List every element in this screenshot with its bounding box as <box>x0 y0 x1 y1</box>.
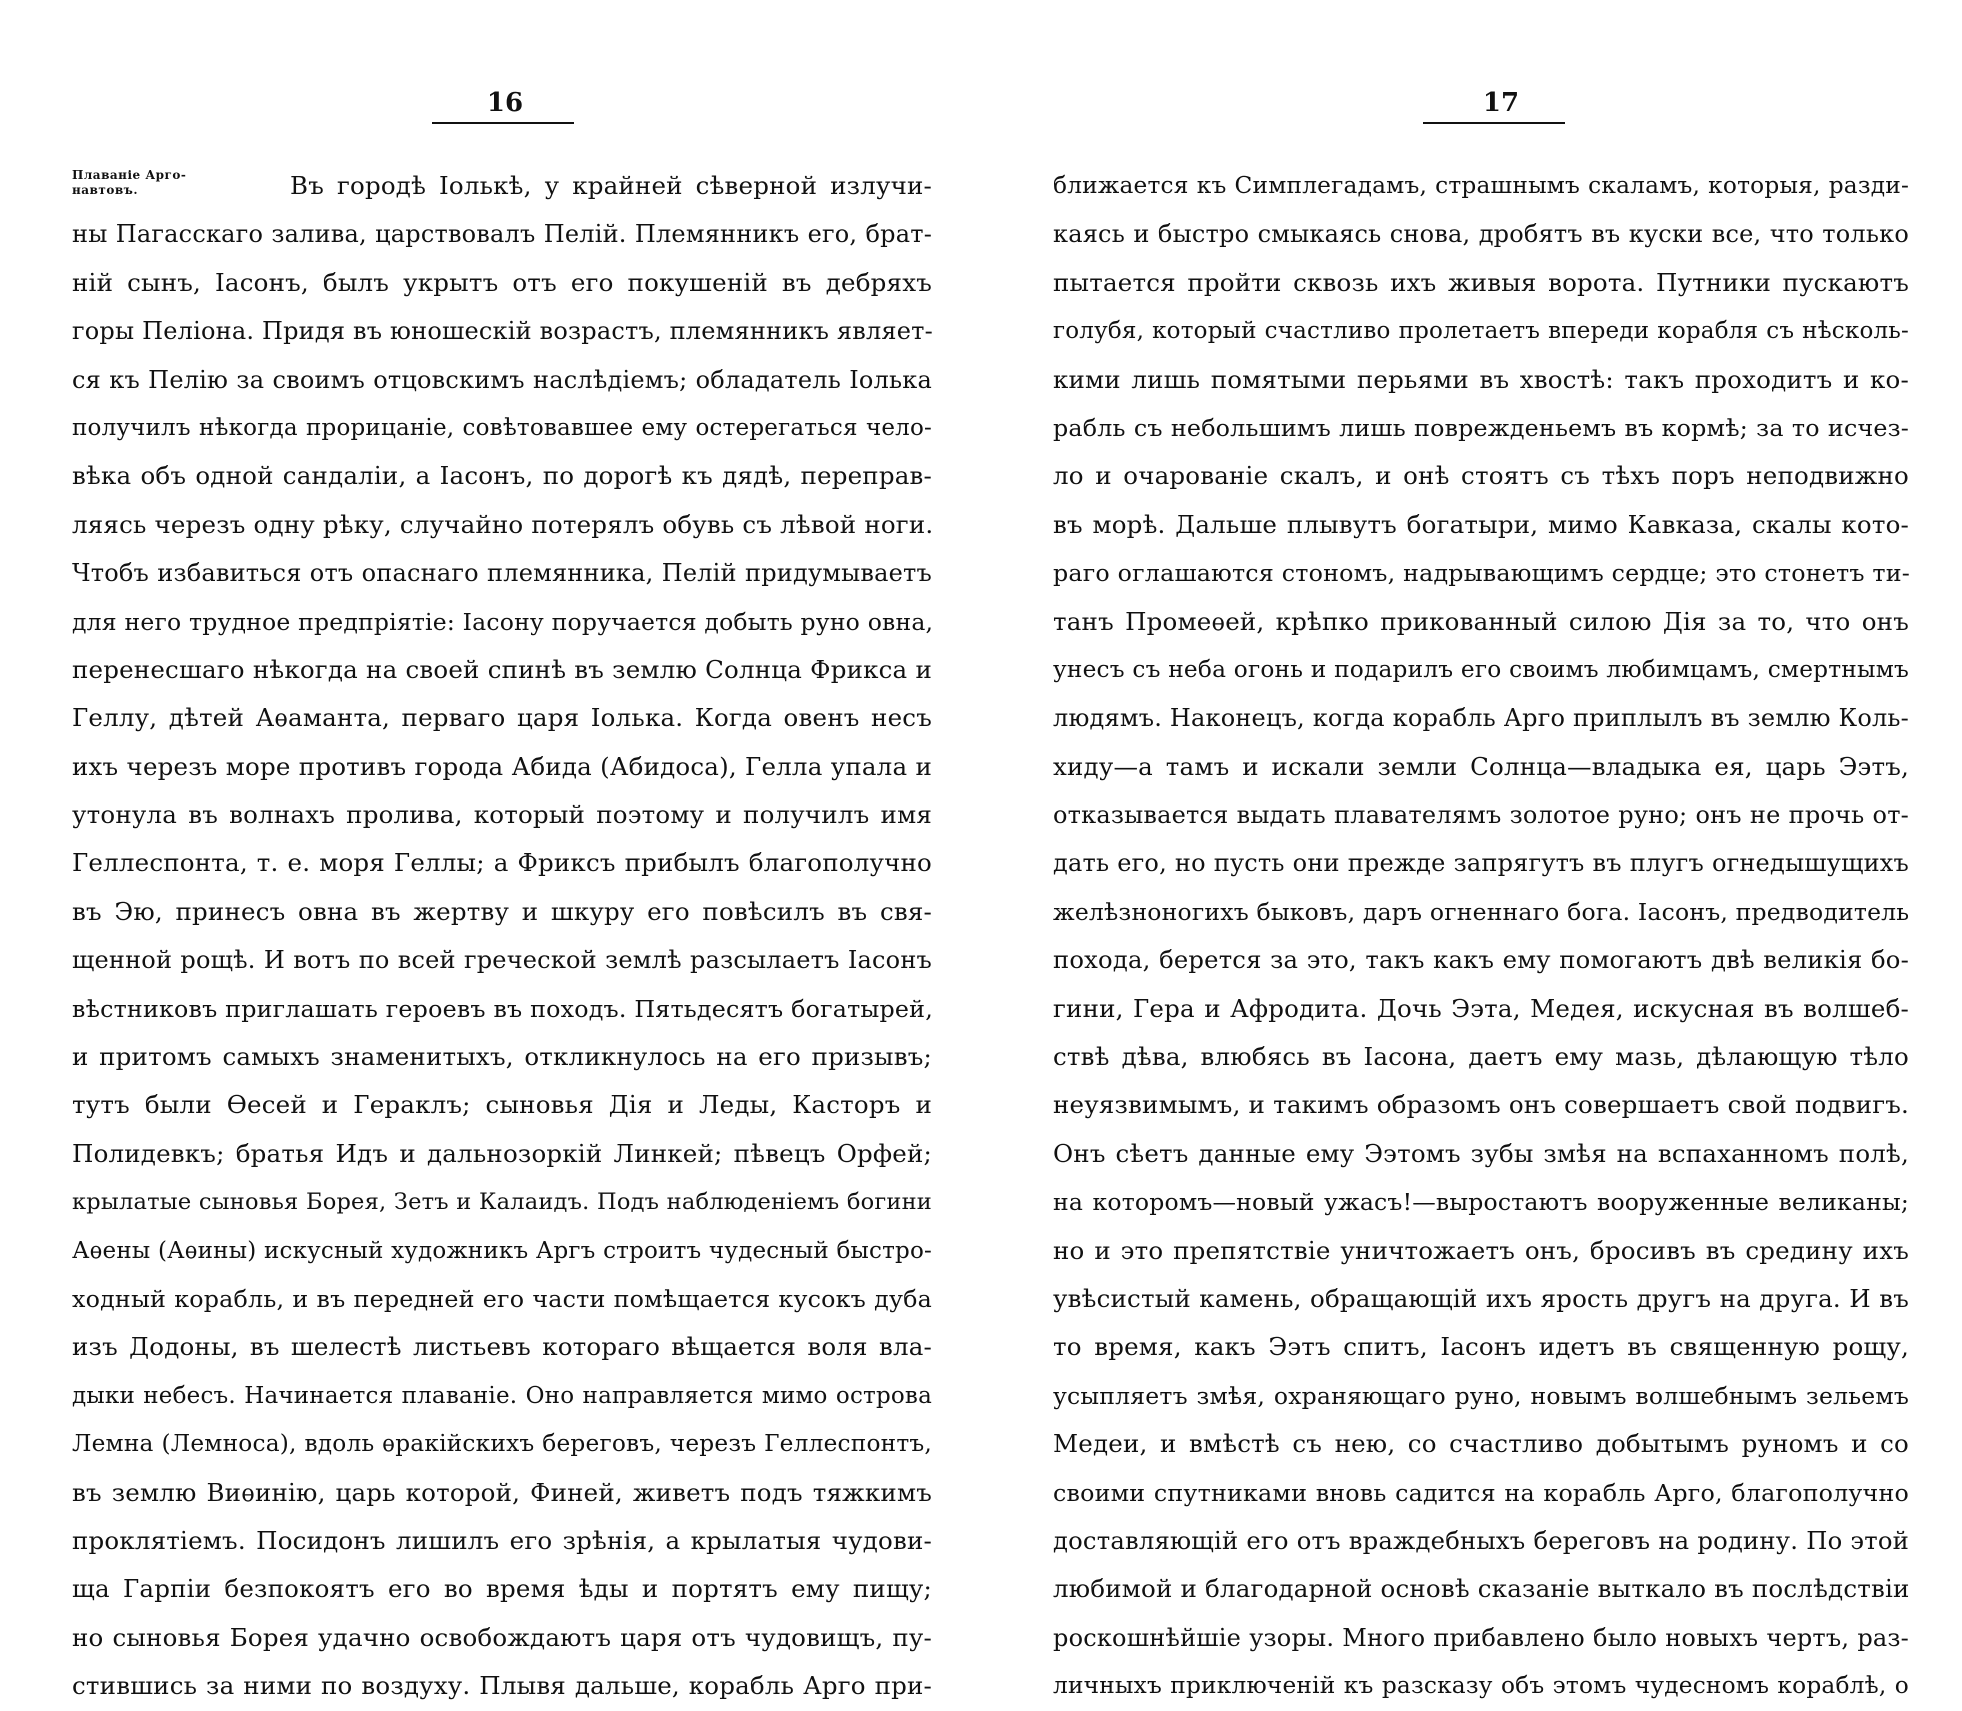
text-line: похода, берется за это, такъ какъ ему помогаютъ двѣ великія бо- <box>1053 945 1909 975</box>
text-line: личныхъ приключеній къ разсказу объ этомъ чудесномъ кораблѣ, о <box>1053 1672 1909 1700</box>
text-line: Лемна (Лемноса), вдоль ѳракійскихъ береговъ, черезъ Геллеспонтъ, <box>72 1430 932 1458</box>
text-line: Полидевкъ; братья Идъ и дальнозоркій Линкей; пѣвецъ Орфей; <box>72 1138 932 1168</box>
page-number: 16 <box>486 88 524 118</box>
text-line: роскошнѣйшіе узоры. Много прибавлено было новыхъ чертъ, раз- <box>1053 1623 1909 1652</box>
text-line: Онъ сѣетъ данные ему Ээтомъ зубы змѣя на вспаханномъ полѣ, <box>1053 1138 1909 1168</box>
text-line: тутъ были Ѳесей и Гераклъ; сыновья Дія и Леды, Касторъ и <box>72 1090 932 1120</box>
text-line: Чтобъ избавиться отъ опаснаго племянника, Пелій придумываетъ <box>72 559 932 588</box>
text-line: желѣзноногихъ быковъ, даръ огненнаго бога. Іасонъ, предводитель <box>1053 897 1910 926</box>
text-line: ствѣ дѣва, влюбясь въ Іасона, даетъ ему мазь, дѣлающую тѣло <box>1053 1042 1909 1072</box>
text-line: своими спутниками вновь садится на корабль Арго, благополучно <box>1053 1478 1909 1507</box>
page-number: 17 <box>1482 88 1520 118</box>
text-line: то время, какъ Ээтъ спитъ, Іасонъ идетъ въ священную рощу, <box>1053 1332 1909 1362</box>
text-line: щенной рощѣ. И вотъ по всей греческой землѣ разсылаетъ Іасонъ <box>72 946 932 975</box>
text-line: пытается пройти сквозь ихъ живыя ворота. Путники пускаютъ <box>1053 267 1909 297</box>
text-line: раго оглашаются стономъ, надрывающимъ сердце; это стонетъ ти- <box>1053 559 1911 588</box>
text-line: Геллеспонта, т. е. моря Геллы; а Фриксъ прибылъ благополучно <box>72 848 932 878</box>
text-line: гини, Гера и Афродита. Дочь Ээта, Медея, искусная въ волшеб- <box>1053 993 1909 1023</box>
left-page <box>0 0 981 1701</box>
text-line: и притомъ самыхъ знаменитыхъ, откликнулось на его призывъ; <box>72 1042 932 1072</box>
text-line: ся къ Пелію за своимъ отцовскимъ наслѣдіемъ; обладатель Іолька <box>72 365 932 394</box>
text-line: изъ Додоны, въ шелестѣ листьевъ котораго вѣщается воля вла- <box>72 1332 932 1362</box>
text-line: дать его, но пусть они прежде запрягутъ въ плугъ огнедышущихъ <box>1053 849 1909 878</box>
text-line: голубя, который счастливо пролетаетъ впереди корабля съ нѣсколь- <box>1053 318 1909 345</box>
text-line: стившись за ними по воздуху. Плывя дальше, корабль Арго при- <box>72 1671 932 1701</box>
text-line: но сыновья Борея удачно освобождаютъ царя отъ чудовищъ, пу- <box>72 1622 932 1652</box>
text-line: крылатые сыновья Борея, Зетъ и Калаидъ. Подъ наблюденіемъ богини <box>72 1189 932 1216</box>
text-line: горы Пеліона. Придя въ юношескій возрастъ, племянникъ являет- <box>72 317 933 346</box>
text-line: вѣка объ одной сандаліи, а Іасонъ, по дорогѣ къ дядѣ, переправ- <box>72 461 932 491</box>
text-line: ихъ черезъ море противъ города Абида (Абидоса), Гелла упала и <box>72 751 932 781</box>
text-line: отказывается выдать плавателямъ золотое руно; онъ не прочь от- <box>1053 801 1909 830</box>
text-line: неуязвимымъ, и такимъ образомъ онъ совершаетъ свой подвигъ. <box>1053 1090 1910 1120</box>
text-line: проклятіемъ. Посидонъ лишилъ его зрѣнія, а крылатыя чудови- <box>72 1525 932 1555</box>
text-line: усыпляетъ змѣя, охраняющаго руно, новымъ волшебнымъ зельемъ <box>1053 1381 1909 1410</box>
page-number-rule <box>432 122 574 124</box>
text-line: ща Гарпіи безпокоятъ его во время ѣды и портятъ ему пищу; <box>72 1574 932 1604</box>
text-line: доставляющій его отъ враждебныхъ береговъ на родину. По этой <box>1053 1525 1909 1555</box>
text-line: ній сынъ, Іасонъ, былъ укрытъ отъ его покушеній въ дебряхъ <box>72 267 932 297</box>
text-line: но и это препятствіе уничтожаетъ онъ, бросивъ въ средину ихъ <box>1053 1235 1909 1265</box>
text-line: кими лишь помятыми перьями въ хвостѣ: такъ проходитъ и ко- <box>1053 364 1909 394</box>
text-line: Въ городѣ Іолькѣ, у крайней сѣверной излучи- <box>290 171 932 200</box>
page-text <box>1053 162 1909 1711</box>
text-line: любимой и благодарной основѣ сказаніе выткало въ послѣдствіи <box>1053 1574 1910 1604</box>
text-line: ближается къ Симплегадамъ, страшнымъ скаламъ, которыя, разди- <box>1053 172 1909 199</box>
text-line: ло и очарованіе скалъ, и онѣ стоятъ съ тѣхъ поръ неподвижно <box>1053 461 1909 491</box>
text-line: въ Эю, принесъ овна въ жертву и шкуру его повѣсилъ въ свя- <box>72 896 932 926</box>
text-line: въ землю Виѳинію, царь которой, Финей, живетъ подъ тяжкимъ <box>72 1477 932 1507</box>
text-line: каясь и быстро смыкаясь снова, дробятъ въ куски все, что только <box>1053 220 1909 249</box>
text-line: на которомъ—новый ужасъ!—выростаютъ вооруженные великаны; <box>1053 1188 1909 1217</box>
text-line: вѣстниковъ приглашать героевъ въ походъ. Пятьдесятъ богатырей, <box>72 994 933 1023</box>
text-line: танъ Промеѳей, крѣпко прикованный силою Дія за то, что онъ <box>1053 606 1909 636</box>
text-line: людямъ. Наконецъ, когда корабль Арго приплылъ въ землю Коль- <box>1053 704 1909 733</box>
text-line: ны Пагасскаго залива, царствовалъ Пелій. Племянникъ его, брат- <box>72 220 932 249</box>
text-line: дыки небесъ. Начинается плаваніе. Оно направляется мимо острова <box>72 1382 932 1409</box>
text-line: въ морѣ. Дальше плывутъ богатыри, мимо Кавказа, скалы кото- <box>1053 509 1909 539</box>
margin-note-line: Плаваніе Арго- <box>72 168 187 182</box>
text-line: ляясь черезъ одну рѣку, случайно потерялъ обувь съ лѣвой ноги. <box>72 509 934 539</box>
text-line: Геллу, дѣтей Аѳаманта, перваго царя Іолька. Когда овенъ несъ <box>72 703 932 733</box>
right-page <box>981 0 1962 1700</box>
text-line: перенесшаго нѣкогда на своей спинѣ въ землю Солнца Фрикса и <box>72 654 932 684</box>
text-line: Медеи, и вмѣстѣ съ нею, со счастливо добытымъ руномъ и со <box>1053 1429 1909 1459</box>
text-line: унесъ съ неба огонь и подарилъ его своимъ любимцамъ, смертнымъ <box>1053 655 1909 683</box>
text-line: утонула въ волнахъ пролива, который поэтому и получилъ имя <box>72 800 932 830</box>
text-line: Аѳены (Аѳины) искусный художникъ Аргъ строитъ чудесный быстро- <box>72 1237 932 1264</box>
margin-note-line: навтовъ. <box>72 183 139 197</box>
text-line: получилъ нѣкогда прорицаніе, совѣтовавшее ему остерегаться чело- <box>72 414 932 441</box>
text-line: увѣсистый камень, обращающій ихъ ярость другъ на друга. И въ <box>1053 1283 1909 1313</box>
text-line: рабль съ небольшимъ лишь поврежденьемъ въ кормѣ; за то исчез- <box>1053 413 1909 442</box>
page-text <box>72 162 932 1711</box>
text-line: ходный корабль, и въ передней его части помѣщается кусокъ дуба <box>72 1284 932 1313</box>
page-number-rule <box>1423 122 1565 124</box>
text-line: хиду—а тамъ и искали земли Солнца—владыка ея, царь Ээтъ, <box>1053 751 1909 781</box>
text-line: для него трудное предпріятіе: Іасону поручается добыть руно овна, <box>72 607 934 636</box>
